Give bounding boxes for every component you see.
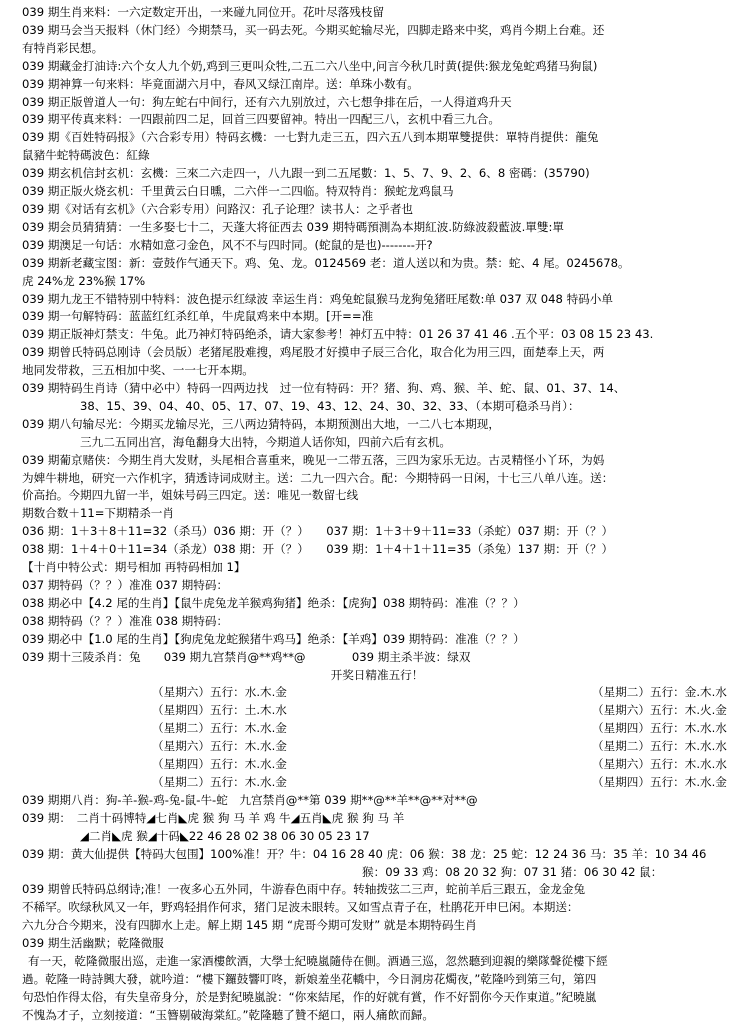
weekly-right: （星期六）五行：木.水.水 (592, 757, 727, 772)
text-line: 039 期曾氏特码总纲诗;准！一夜多心五外同，牛游春色雨中存。转轴拨弦二三声，蛇前羊后三跟五，金龙金兔 (22, 882, 586, 897)
weekly-row (22, 684, 732, 702)
weekly-row (22, 774, 732, 792)
text-line: 038 期：1＋4＋0＋11=34（杀龙）038 期：开（？） 039 期：1＋4＋1＋11=35（杀兔）137 期：开（？） (22, 542, 614, 557)
text-line: 不愧為才子，立刻接道：“玉簪剔破海棠紅。”乾隆聽了贊不絕口，兩人痛飲而歸。 (22, 1007, 434, 1022)
text-line: 039 期葡京赌侠：今期生肖大发财，头尾相合喜重来，晚见一二带五落，三四为家乐无边。古灵精怪小丫环，为妈 (22, 452, 605, 467)
text-line: 039 期一句解特码：蓝蓝红红杀红单，牛虎鼠鸡来中本期。[开==准 (22, 309, 374, 324)
text-line: 38、15、39、04、40、05、17、07、19、43、12、24、30、32、33、（本期可稳杀马肖）： (80, 398, 580, 413)
text-line: 039 期十三陵杀肖：兔 039 期九宫禁肖@**鸡**@ 039 期主杀半波：绿双 (22, 649, 471, 664)
text-line: 039 期平传真来料：一四跟前四二足，回首三四要留神。特出一四配三八，玄机中看三九合。 (22, 112, 500, 127)
text-line: 为婢牛耕地，研究一六作机字，猜透诗词成财主。送：二九一四六合。配：今期特码一日闲，十七三八单八连。送： (22, 470, 614, 485)
text-line: 有特肖彩民想。 (22, 40, 104, 55)
text-line: 有一天，乾隆微服出巡，走進一家酒樓飲酒，大學士紀曉嵐隨侍在側。酒過三巡，忽然聽到迎親的樂隊聲從樓下經 (28, 954, 608, 969)
text-line: 【十肖中特公式：期号相加 再特码相加 1】 (22, 560, 246, 575)
text-line: 039 期正版曾道人一句：狗左蛇右中间行，还有六九别放过，六七想争排在后，一人得道鸡升天 (22, 94, 512, 109)
text-line: 039 期必中【1.0 尾的生肖】【狗虎兔龙蛇猴猪牛鸡马】绝杀：【羊鸡】039 期特码：准准（？？） (22, 631, 525, 646)
text-line: 039 期生活幽默；乾隆微服 (22, 936, 164, 951)
text-line: 039 期正版火烧玄机：千里黄云白日曛，二六伴一二四临。特双特肖：猴蛇龙鸡鼠马 (22, 184, 454, 199)
text-line: 039 期澳足一句话：水精如意刁金色，风不不与四时同。(蛇鼠的是也)--------开? (22, 237, 433, 252)
text-line: 期数合数＋11=下期精杀一肖 (22, 506, 174, 521)
weekly-right: （星期二）五行：木.水.水 (592, 739, 727, 754)
text-line: 039 期： 二肖十码博特◢七肖◣虎 猴 狗 马 羊 鸡 牛◢五肖◣虎 猴 狗 马 羊 (22, 810, 405, 825)
weekly-right: （星期六）五行：木.火.金 (592, 703, 727, 718)
weekly-right: （星期四）五行：木.水.水 (592, 721, 727, 736)
text-line: 039 期正版神灯禁支：牛兔。此乃神灯特码绝杀，请大家参考！神灯五中特：01 26 37 41 46 .五个平：03 08 15 23 43. (22, 327, 654, 342)
text-line: 039 期马会当天报料（休门经）今期禁马，买一码去死。今期买蛇输尽光，四脚走路来中奖，鸡肖今期上台难。还 (22, 22, 605, 37)
text-line: 039 期《对话有玄机》（六合彩专用）问路汉：孔子论理？读书人：之乎者也 (22, 201, 414, 216)
text-line: 猴：09 33 鸡：08 20 32 狗：07 31 猪：06 30 42 鼠： (362, 864, 663, 879)
text-line: 037 期特码（？？）准准 037 期特码： (22, 578, 229, 592)
text-line: 039 期：黄大仙提供【特码大包围】100%准！开？牛：04 16 28 40 虎：06 猴：38 龙：25 蛇：12 24 36 马：35 羊：10 34 46 (22, 846, 707, 861)
text-line: 039 期期八肖：狗-羊-猴-鸡-兔-鼠-牛-蛇 九宫禁肖@**第 039 期**@**羊**@**对**@ (22, 792, 478, 807)
weekly-row (22, 720, 732, 738)
weekly-row (22, 702, 732, 720)
text-line: ◢二肖◣虎 猴◢十码◣22 46 28 02 38 06 30 05 23 17 (80, 828, 370, 843)
weekly-right: （星期二）五行：金.木.水 (592, 685, 727, 700)
section-heading: 开奖日精准五行！ (330, 667, 424, 682)
text-line: 039 期九龙王不错特别中特料：波色提示红绿波 幸运生肖：鸡兔蛇鼠猴马龙狗兔猪旺尾数:单 037 双 048 特码小单 (22, 291, 613, 306)
weekly-left: （星期二）五行：木.水.金 (152, 721, 287, 736)
text-line: 039 期神算一句来料：毕竟面湖六月中，春风又绿江南岸。送：单珠小数有。 (22, 76, 419, 91)
text-line: 039 期特码生肖诗（猜中必中）特码一四两边找 过一位有特码：开？猪、狗、鸡、猴、羊、蛇、鼠、01、37、14、 (22, 381, 626, 396)
text-line: 039 期曾氏特码总刚诗（会员版）老猪尾股难搜，鸡尾股才好摸申子辰三合化，取合化为用三四，面楚奉上天，两 (22, 345, 605, 360)
text-line: 三九二五同出宫，海龟翻身大出特，今期道人话你知，四前六后有玄机。 (80, 434, 452, 449)
text-line: 虎 24%龙 23%猴 17% (22, 273, 146, 288)
text-line: 039 期会员猜猜猜：一生多娶七十二，天蓬大将征西去 039 期特碼預測為本期紅波.防綠波殺藍波.單雙:單 (22, 219, 564, 234)
weekly-left: （星期二）五行：木.水.金 (152, 774, 287, 789)
text-line: 038 期必中【4.2 尾的生肖】【鼠牛虎兔龙羊猴鸡狗猪】绝杀：【虎狗】038 期特码：准准（？？） (22, 595, 525, 610)
text-line: 鼠豬牛蛇特碼波色：紅綠 (22, 148, 150, 163)
text-line: 价高抬。今期四九留一半，姐妹号码三四定。送：唯见一数留七线 (22, 488, 359, 503)
text-line: 句恐怕作得太俗，有失皇帝身分，於是對紀曉嵐說：“你來結尾，作的好就有賞，作不好罰你今天作東道。”紀曉嵐 (22, 989, 597, 1004)
document-page (22, 4, 732, 1025)
weekly-right: （星期四）五行：木.水.金 (592, 774, 727, 789)
weekly-left: （星期四）五行：土.木.水 (152, 703, 287, 718)
weekly-left: （星期六）五行：水.木.金 (152, 685, 287, 700)
text-line: 039 期《百姓特码报》（六合彩专用）特码玄機：一七對九走三五，四六五八到本期單雙提供：單特肖提供：龍兔 (22, 130, 599, 145)
text-line: 038 期特码（？？）准准 038 期特码： (22, 613, 229, 628)
text-line: 039 期八句输尽光：今期买龙输尽光，三八两边猜特码，本期预测出大地，一二八七本期现， (22, 416, 500, 431)
text-line: 039 期生肖来料：一六定数定开出，一来碰九同位开。花叶尽落残枝留 (22, 5, 385, 19)
text-line: 039 期玄机信封玄机：玄機：三來二六走四一，八九跟一到二五尾數：1、5、7、9、2、6、8 密碼：(35790) (22, 166, 590, 181)
text-line: 過。乾隆一時詩興大發，就吟道：“樓下鑼鼓響叮咚，新娘羞坐花轎中，今日洞房花燭夜，”乾隆吟到第三句，第四 (22, 971, 597, 986)
weekly-left: （星期四）五行：木.水.金 (152, 757, 287, 772)
text-line: 六九分合今期来，没有四脚水上走。解上期 145 期 “虎哥今期可发财” 就是本期特码生肖 (22, 918, 477, 933)
text-line: 不稀罕。吹绿秋风又一年，野鸡轻捐作何求，猪门足波未眼转。又如雪点青子在，杜鹃花开申巳闲。本期送： (22, 900, 579, 915)
text-line: 地同发带救，三五相加中奖、一一七开本期。 (22, 363, 254, 378)
text-line: 036 期：1＋3＋8＋11=32（杀马）036 期：开（？） 037 期：1＋3＋9＋11=33（杀蛇）037 期：开（？） (22, 524, 614, 539)
weekly-row (22, 756, 732, 774)
text-line: 039 期藏金打油诗:六个女人九个奶,鸡到三更叫众牲,二五二六八坐中,问言今秋几时黄(提供:猴龙兔蛇鸡猪马狗鼠) (22, 58, 598, 73)
weekly-row (22, 738, 732, 756)
text-line: 039 期新老藏宝图：新：壹鼓作气通天下。鸡、兔、龙。0124569 老：道人送以和为贵。禁：蛇、4 尾。0245678。 (22, 255, 630, 270)
weekly-left: （星期六）五行：木.水.金 (152, 739, 287, 754)
